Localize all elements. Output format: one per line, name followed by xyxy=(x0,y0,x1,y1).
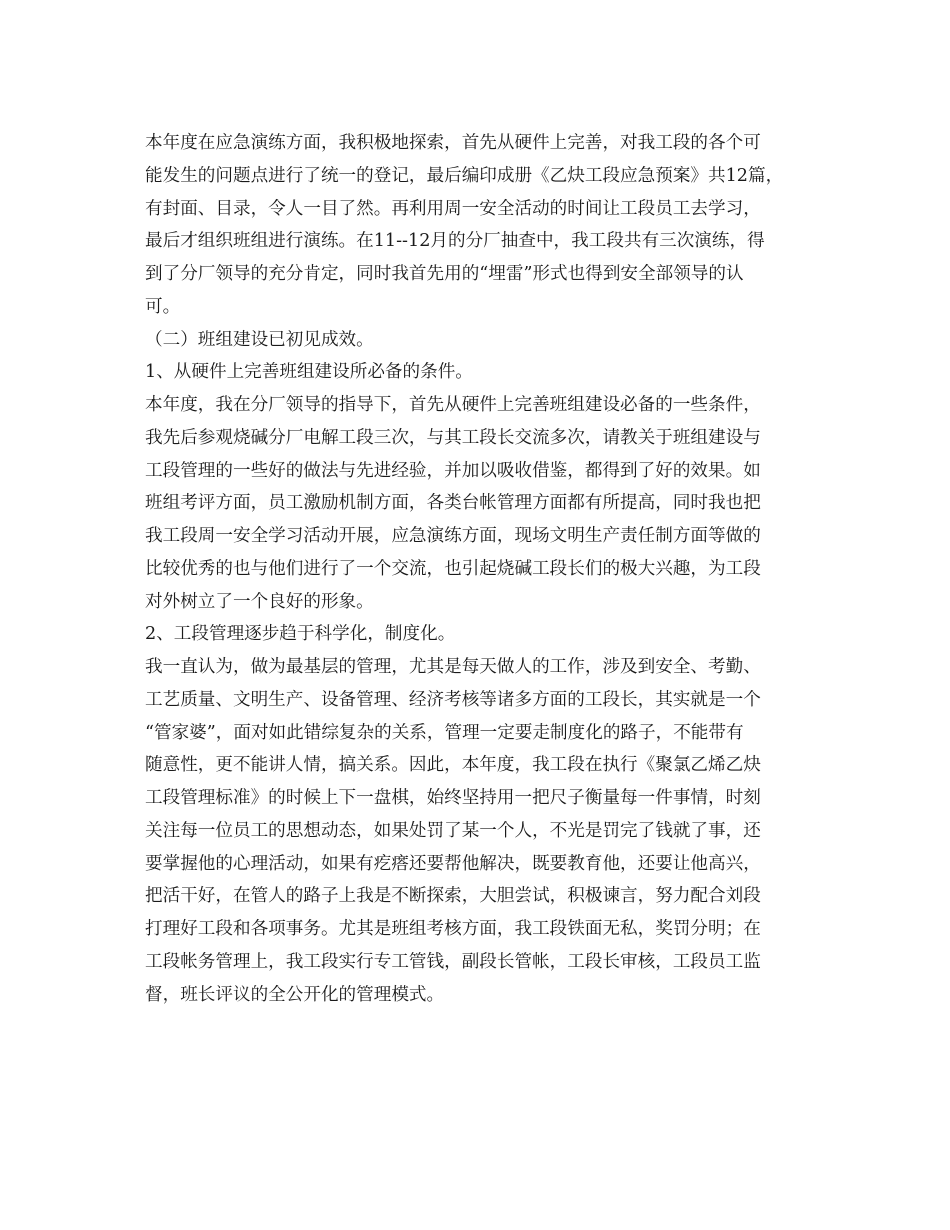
text-line: 工段帐务管理上，我工段实行专工管钱，副段长管帐，工段长审核，工段员工监 xyxy=(145,951,761,972)
text-line: 工段管理标准》的时候上下一盘棋，始终坚持用一把尺子衡量每一件事情，时刻 xyxy=(145,788,761,808)
text-line: 我一直认为，做为最基层的管理，尤其是每天做人的工作，涉及到安全、考勤、 xyxy=(145,657,761,677)
text-line: 关注每一位员工的思想动态，如果处罚了某一个人，不光是罚完了钱就了事，还 xyxy=(145,820,761,841)
text-line: 随意性，更不能讲人情，搞关系。因此，本年度，我工段在执行《聚氯乙烯乙炔 xyxy=(145,755,761,776)
text-line: 督，班长评议的全公开化的管理模式。 xyxy=(145,984,445,1005)
section-heading: （二）班组建设已初见成效。 xyxy=(145,329,374,350)
text-line: 本年度在应急演练方面，我积极地探索，首先从硬件上完善，对我工段的各个可 xyxy=(145,133,761,153)
subsection-heading: 2、工段管理逐步趋于科学化，制度化。 xyxy=(145,624,456,645)
text-line: 能发生的问题点进行了统一的登记，最后编印成册《乙炔工段应急预案》共12篇， xyxy=(145,165,784,186)
text-line: 把活干好，在管人的路子上我是不断探索，大胆尝试，积极谏言，努力配合刘段 xyxy=(145,886,761,907)
text-line: 要掌握他的心理活动，如果有疙瘩还要帮他解决，既要教育他，还要让他高兴， xyxy=(145,853,761,874)
text-line: “管家婆”，面对如此错综复杂的关系，管理一定要走制度化的路子，不能带有 xyxy=(145,722,744,743)
document-body xyxy=(145,127,825,1011)
text-line: 有封面、目录，令人一目了然。再利用周一安全活动的时间让工段员工去学习， xyxy=(145,198,761,219)
text-line: 最后才组织班组进行演练。在11--12月的分厂抽查中，我工段共有三次演练，得 xyxy=(145,231,765,252)
text-line: 可。 xyxy=(145,296,181,317)
text-line: 我工段周一安全学习活动开展，应急演练方面，现场文明生产责任制方面等做的 xyxy=(145,526,761,546)
text-line: 工艺质量、文明生产、设备管理、经济考核等诸多方面的工段长，其实就是一个 xyxy=(145,689,761,710)
text-line: 到了分厂领导的充分肯定，同时我首先用的“埋雷”形式也得到安全部领导的认 xyxy=(145,264,744,284)
text-line: 比较优秀的也与他们进行了一个交流，也引起烧碱工段长们的极大兴趣，为工段 xyxy=(145,558,761,579)
text-line: 对外树立了一个良好的形象。 xyxy=(145,591,374,612)
text-line: 本年度，我在分厂领导的指导下，首先从硬件上完善班组建设必备的一些条件， xyxy=(145,395,761,415)
subsection-heading: 1、从硬件上完善班组建设所必备的条件。 xyxy=(145,362,473,383)
text-line: 打理好工段和各项事务。尤其是班组考核方面，我工段铁面无私，奖罚分明；在 xyxy=(145,919,761,939)
text-line: 工段管理的一些好的做法与先进经验，并加以吸收借鉴，都得到了好的效果。如 xyxy=(145,460,761,481)
text-line: 班组考评方面，员工激励机制方面，各类台帐管理方面都有所提高，同时我也把 xyxy=(145,493,761,514)
text-line: 我先后参观烧碱分厂电解工段三次，与其工段长交流多次，请教关于班组建设与 xyxy=(145,427,761,448)
